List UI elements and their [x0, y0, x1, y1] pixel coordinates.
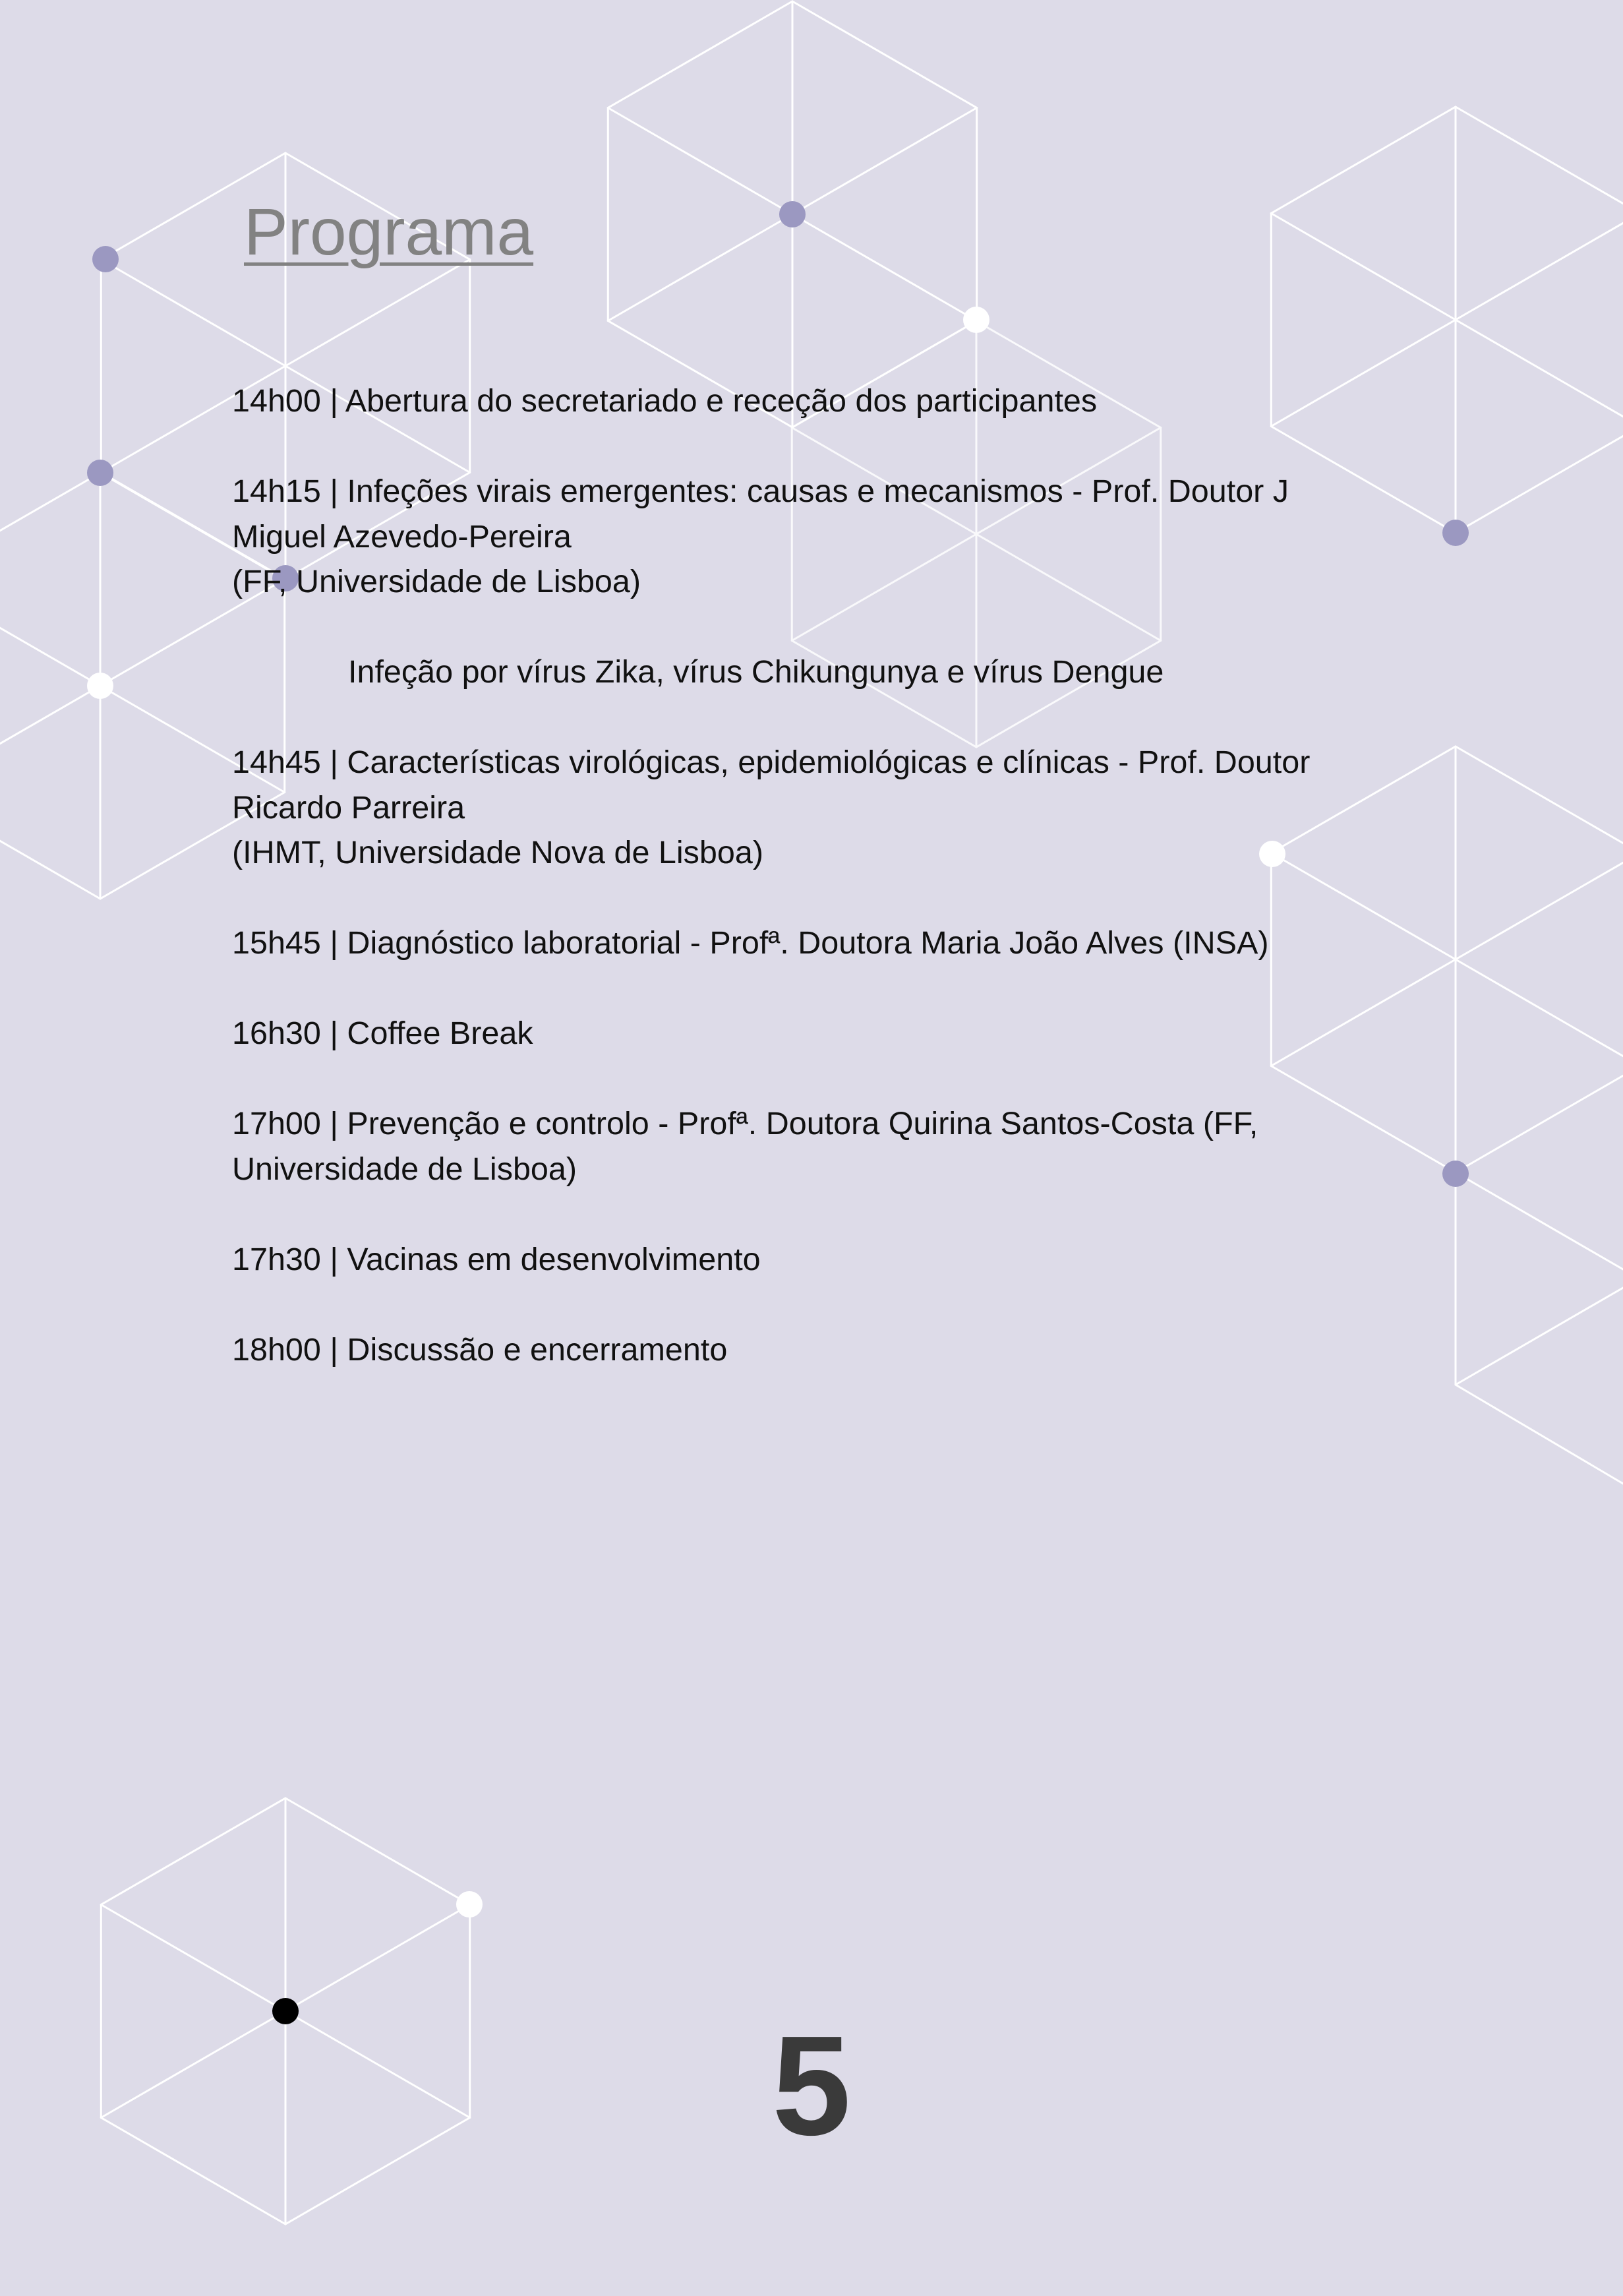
agenda-line: Miguel Azevedo-Pereira [232, 518, 572, 555]
pattern-dot [1442, 1161, 1469, 1187]
agenda-line: (IHMT, Universidade Nova de Lisboa) [232, 835, 763, 870]
agenda-item [232, 1237, 1366, 1283]
pattern-dot [92, 246, 119, 272]
agenda-item [232, 1101, 1366, 1192]
pattern-line [1456, 1385, 1623, 1484]
agenda-item [232, 740, 1366, 876]
pattern-dot [963, 307, 989, 333]
agenda-line: Universidade de Lisboa) [232, 1151, 577, 1187]
agenda-line: 14h00 | Abertura do secretariado e receção dos participantes [232, 383, 1098, 419]
pattern-line [1456, 1288, 1623, 1385]
agenda-line: 14h15 | Infeções virais emergentes: causas e mecanismos - Prof. Doutor J [232, 473, 1289, 509]
agenda-item [232, 469, 1366, 605]
agenda-line: 16h30 | Coffee Break [232, 1015, 533, 1051]
agenda-line: 18h00 | Discussão e encerramento [232, 1331, 728, 1368]
agenda-topic [232, 650, 1366, 695]
agenda-item [232, 1011, 1366, 1056]
agenda-item [232, 378, 1366, 424]
agenda-item [232, 1327, 1366, 1373]
pattern-dot [779, 201, 806, 227]
program-agenda [232, 378, 1366, 1418]
page-number: 5 [772, 2006, 851, 2165]
pattern-dot [1442, 520, 1469, 546]
agenda-line: Infeção por vírus Zika, vírus Chikungunya e vírus Dengue [348, 654, 1164, 690]
agenda-item [232, 921, 1366, 966]
pattern-line [1456, 1172, 1623, 1269]
agenda-line: 14h45 | Características virológicas, epidemiológicas e clínicas - Prof. Doutor [232, 744, 1311, 780]
agenda-line: (FF, Universidade de Lisboa) [232, 564, 641, 599]
agenda-line: 15h45 | Diagnóstico laboratorial - Profª. Doutora Maria João Alves (INSA) [232, 925, 1269, 961]
pattern-dot [87, 673, 113, 699]
pattern-dot [456, 1891, 483, 1918]
agenda-line: 17h00 | Prevenção e controlo - Profª. Doutora Quirina Santos-Costa (FF, [232, 1106, 1258, 1141]
agenda-line: 17h30 | Vacinas em desenvolvimento [232, 1241, 761, 1277]
agenda-line: Ricardo Parreira [232, 789, 465, 826]
pattern-dot [87, 460, 113, 486]
page-title: Programa [244, 195, 534, 269]
